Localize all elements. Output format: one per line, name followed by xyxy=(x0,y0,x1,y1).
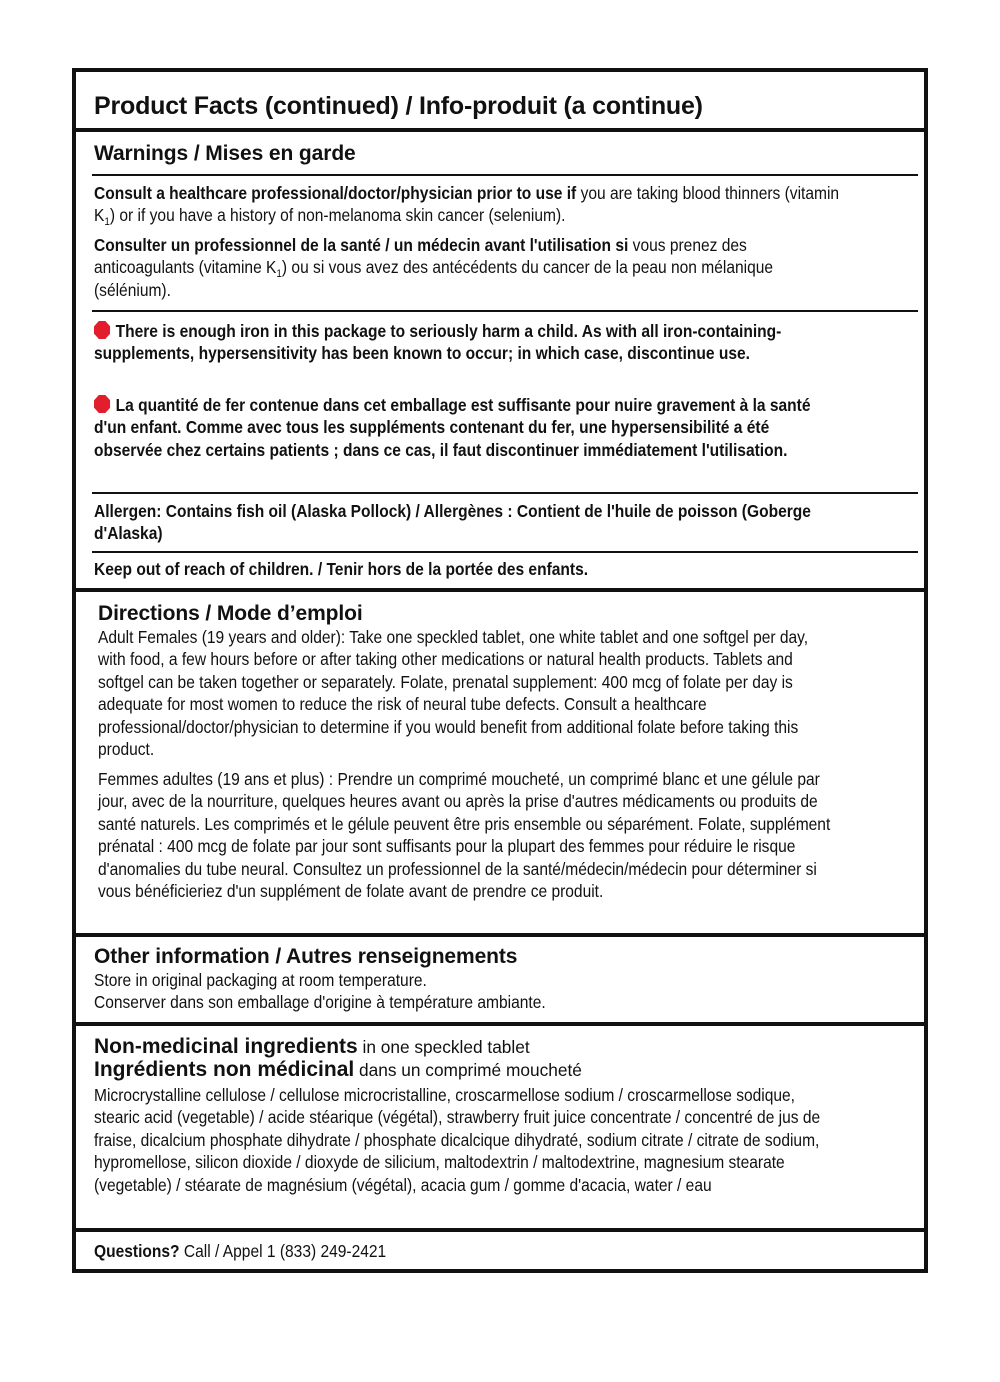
keep-out-statement: Keep out of reach of children. / Tenir hors de la portée des enfants. xyxy=(94,559,589,579)
directions-divider xyxy=(76,588,924,592)
iron-warning-en xyxy=(94,320,841,365)
ingredients-heading-en xyxy=(94,1035,530,1059)
other-info-divider xyxy=(76,933,924,937)
stop-sign-icon xyxy=(94,321,110,339)
warnings-divider xyxy=(92,174,918,176)
consult-fr-sub: 1 xyxy=(276,268,282,281)
ingredients-heading-fr xyxy=(94,1058,582,1082)
keep-out-divider xyxy=(92,551,918,553)
other-info-fr: Conserver dans son emballage d'origine à température ambiante. xyxy=(94,992,546,1012)
warnings-heading: Warnings / Mises en garde xyxy=(94,142,356,165)
stop-sign-icon xyxy=(94,395,110,413)
consult-fr-b: ) ou si vous avez des antécédents du cancer de la peau non mélanique (sélénium). xyxy=(94,257,774,300)
allergen-statement: Allergen: Contains fish oil (Alaska Pollock) / Allergènes : Contient de l'huile de poisson (Goberge d'Alaska) xyxy=(94,501,811,544)
consult-en-a: you are taking blood thinners (vitamin K xyxy=(94,183,840,226)
questions-label: Questions? xyxy=(94,1241,180,1261)
directions-fr: Femmes adultes (19 ans et plus) : Prendre un comprimé moucheté, un comprimé blanc et une gélule par jour, avec de la nourriture, quelques heures avant ou après la prise d'autres médicaments ou produits de santé naturels. Les comprimés et le gélule peuvent être pris ensemble ou séparément. Folate, supplément prénatal : 400 mcg de folate par jour sont suffisants pour la plupart des femmes pour réduire le risque d'anomalies du tube neural. Consultez un professionnel de la santé/médecin/médecin pour déterminer si vous bénéficieriez d'un supplément de folate avant de prendre ce produit. xyxy=(98,769,831,902)
questions-line xyxy=(94,1240,841,1262)
consult-en-bold: Consult a healthcare professional/doctor/physician prior to use if xyxy=(94,183,577,203)
allergen-divider xyxy=(92,492,918,494)
consult-warning-en xyxy=(94,182,841,227)
product-facts-panel xyxy=(72,68,928,1273)
ingredients-sub-en: in one speckled tablet xyxy=(357,1037,530,1057)
panel-title: Product Facts (continued) / Info-produit (a continue) xyxy=(94,92,703,120)
ingredients-title-fr: Ingrédients non médicinal xyxy=(94,1058,355,1081)
iron-warning-fr xyxy=(94,394,841,461)
consult-fr-a: vous prenez des anticoagulants (vitamine K xyxy=(94,235,747,278)
directions-heading: Directions / Mode d’emploi xyxy=(98,602,363,625)
title-divider xyxy=(76,128,924,132)
consult-en-b: ) or if you have a history of non-melanoma skin cancer (selenium). xyxy=(109,205,566,226)
iron-en-text: There is enough iron in this package to seriously harm a child. As with all iron-containing-supplements, hypersensitivity has been known to occur; in which case, discontinue use. xyxy=(94,321,782,364)
consult-fr-bold: Consulter un professionnel de la santé / un médecin avant l'utilisation si xyxy=(94,235,629,255)
questions-divider xyxy=(76,1228,924,1232)
ingredients-divider xyxy=(76,1022,924,1026)
iron-divider xyxy=(92,310,918,312)
ingredients-sub-fr: dans un comprimé moucheté xyxy=(354,1060,582,1080)
ingredients-list: Microcrystalline cellulose / cellulose microcristalline, croscarmellose sodium / croscarmellose sodique, stearic acid (vegetable) / acide stéarique (végétal), strawberry fruit juice concentrate / concentré de jus de fraise, dicalcium phosphate dihydrate / phosphate dicalcique dihydraté, sodium citrate / citrate de sodium, hypromellose, silicon dioxide / dioxyde de silicium, maltodextrin / maltodextrine, magnesium stearate (vegetable) / stéarate de magnésium (végétal), acacia gum / gomme d'acacia, water / eau xyxy=(94,1085,821,1195)
other-info-heading: Other information / Autres renseignements xyxy=(94,945,518,968)
questions-phone: Call / Appel 1 (833) 249-2421 xyxy=(179,1241,387,1261)
other-info-en: Store in original packaging at room temperature. xyxy=(94,970,427,990)
consult-warning-fr xyxy=(94,234,841,301)
directions-en: Adult Females (19 years and older): Take one speckled tablet, one white tablet and one softgel per day, with food, a few hours before or after taking other medications or natural health products. Tablets and softgel can be taken together or separately. Folate, prenatal supplement: 400 mcg of folate per day is adequate for most women to reduce the risk of neural tube defects. Consult a healthcare professional/doctor/physician to determine if you would benefit from additional folate before taking this product. xyxy=(98,627,809,760)
iron-fr-text: La quantité de fer contenue dans cet emballage est suffisante pour nuire gravement à la santé d'un enfant. Comme avec tous les suppléments contenant du fer, une hypersensibilité a été observée chez certains patients ; dans ce cas, il faut discontinuer immédiatement l'utilisation. xyxy=(94,395,811,460)
ingredients-title-en: Non-medicinal ingredients xyxy=(94,1035,358,1058)
consult-en-sub: 1 xyxy=(104,216,110,229)
